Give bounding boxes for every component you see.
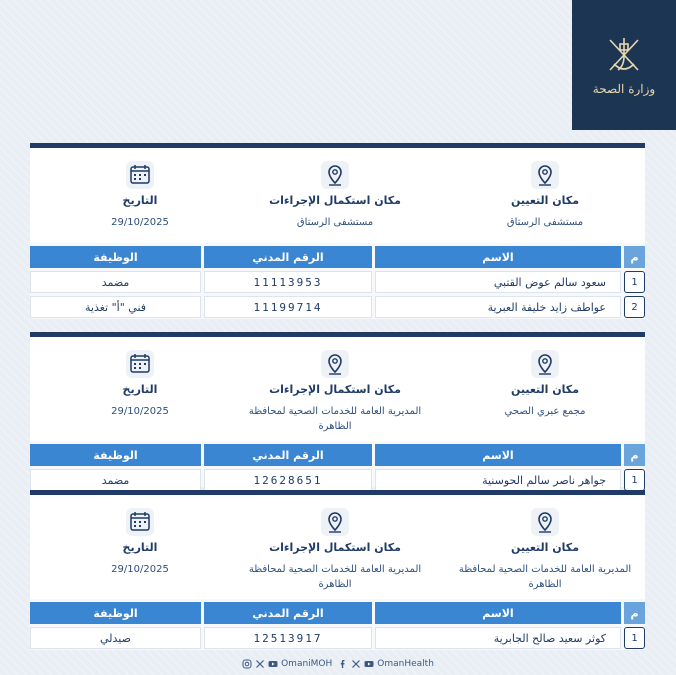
location-pin-icon	[530, 349, 560, 379]
instagram-icon	[242, 659, 252, 669]
location-pin-icon	[320, 160, 350, 190]
table-row	[30, 469, 645, 491]
appointment-place-block	[445, 160, 645, 230]
col-num-header: م	[624, 444, 645, 466]
table-row	[30, 296, 645, 318]
info-row	[30, 495, 645, 599]
social-handle-one[interactable]	[242, 659, 332, 669]
date-block	[40, 160, 240, 230]
row-civil-id: 11113953	[204, 271, 372, 293]
location-pin-icon	[530, 160, 560, 190]
procedures-place-value: المديرية العامة للخدمات الصحية لمحافظة الظاهرة	[248, 564, 422, 590]
date-value: 29/10/2025	[111, 406, 169, 417]
info-row	[30, 148, 645, 243]
ministry-name: وزارة الصحة	[592, 82, 656, 96]
date-value: 29/10/2025	[111, 564, 169, 575]
location-pin-icon	[320, 507, 350, 537]
date-block	[40, 349, 240, 419]
khanjar-emblem-icon	[604, 34, 644, 76]
appointment-place-value: مستشفى الرستاق	[506, 217, 584, 228]
procedures-place-title: مكان استكمال الإجراءات	[269, 194, 401, 207]
procedures-place-block	[235, 160, 435, 230]
date-value: 29/10/2025	[111, 217, 169, 228]
row-name: جواهر ناصر سالم الحوسنية	[375, 469, 621, 491]
footer-social	[0, 659, 676, 669]
location-pin-icon	[320, 349, 350, 379]
row-job: مضمد	[30, 469, 201, 491]
row-civil-id: 12628651	[204, 469, 372, 491]
procedures-place-title: مكان استكمال الإجراءات	[269, 383, 401, 396]
col-num-header: م	[624, 602, 645, 624]
table-header	[30, 602, 645, 624]
row-civil-id: 12513917	[204, 627, 372, 649]
social-handle-two-text: OmanHealth	[377, 659, 434, 669]
row-name: سعود سالم عوض القتبي	[375, 271, 621, 293]
youtube-icon	[268, 659, 278, 669]
col-id-header: الرقم المدني	[204, 602, 372, 624]
col-name-header: الاسم	[375, 444, 621, 466]
appointment-place-block	[445, 349, 645, 419]
assignment-section-3	[30, 490, 645, 650]
col-name-header: الاسم	[375, 246, 621, 268]
appointment-place-title: مكان التعيين	[510, 541, 580, 554]
row-name: عواطف زايد خليفة العبرية	[375, 296, 621, 318]
procedures-place-value: المديرية العامة للخدمات الصحية لمحافظة الظاهرة	[248, 406, 422, 432]
col-job-header: الوظيفة	[30, 246, 201, 268]
col-id-header: الرقم المدني	[204, 246, 372, 268]
row-number: 1	[624, 469, 645, 491]
col-name-header: الاسم	[375, 602, 621, 624]
row-number: 1	[624, 627, 645, 649]
calendar-icon	[125, 507, 155, 537]
row-job: مضمد	[30, 271, 201, 293]
row-civil-id: 11199714	[204, 296, 372, 318]
row-number: 2	[624, 296, 645, 318]
appointment-place-block	[445, 507, 645, 592]
procedures-place-value: مستشفى الرستاق	[296, 217, 374, 228]
appointment-place-title: مكان التعيين	[510, 194, 580, 207]
procedures-place-block	[235, 507, 435, 592]
table-row	[30, 627, 645, 649]
col-id-header: الرقم المدني	[204, 444, 372, 466]
social-handle-two[interactable]	[338, 659, 434, 669]
col-job-header: الوظيفة	[30, 602, 201, 624]
row-job: صيدلي	[30, 627, 201, 649]
appointment-place-title: مكان التعيين	[510, 383, 580, 396]
row-job: فني "أ" تغذية	[30, 296, 201, 318]
col-job-header: الوظيفة	[30, 444, 201, 466]
date-block	[40, 507, 240, 577]
ministry-logo	[572, 0, 676, 130]
info-row	[30, 337, 645, 441]
procedures-place-title: مكان استكمال الإجراءات	[269, 541, 401, 554]
facebook-icon	[338, 659, 348, 669]
procedures-place-block	[235, 349, 435, 434]
row-name: كوثر سعيد صالح الجابرية	[375, 627, 621, 649]
table-row	[30, 271, 645, 293]
youtube-icon	[364, 659, 374, 669]
assignment-section-1	[30, 143, 645, 319]
table-header	[30, 444, 645, 466]
table-header	[30, 246, 645, 268]
appointment-place-value: المديرية العامة للخدمات الصحية لمحافظة الظاهرة	[458, 564, 632, 590]
location-pin-icon	[530, 507, 560, 537]
date-title: التاريخ	[122, 383, 158, 396]
calendar-icon	[125, 160, 155, 190]
date-title: التاريخ	[122, 194, 158, 207]
x-icon	[351, 659, 361, 669]
calendar-icon	[125, 349, 155, 379]
assignment-section-2	[30, 332, 645, 487]
x-icon	[255, 659, 265, 669]
social-handle-one-text: OmaniMOH	[281, 659, 333, 669]
date-title: التاريخ	[122, 541, 158, 554]
row-number: 1	[624, 271, 645, 293]
appointment-place-value: مجمع عبري الصحي	[504, 406, 586, 417]
col-num-header: م	[624, 246, 645, 268]
